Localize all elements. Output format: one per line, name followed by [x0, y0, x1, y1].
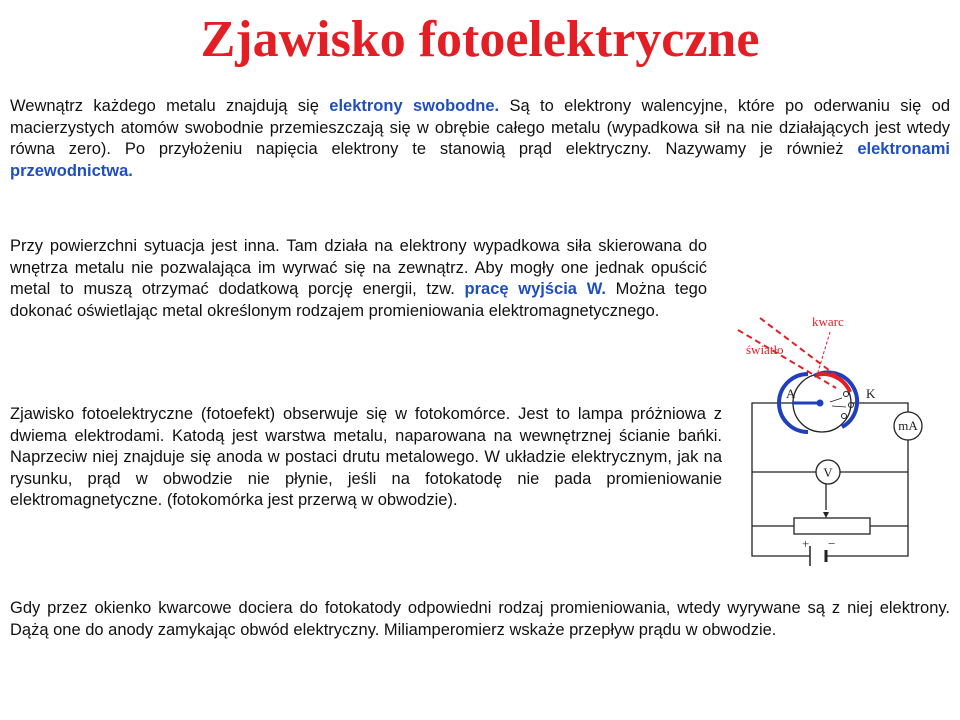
- term-work-function: pracę wyjścia W.: [464, 280, 606, 298]
- electron-path-2: [832, 406, 846, 407]
- potentiometer-wiper: [823, 512, 829, 518]
- label-kwarc: kwarc: [812, 314, 844, 329]
- electron-path-1: [830, 398, 842, 402]
- term-conduction-electrons: elektronami przewodnictwa.: [10, 140, 950, 180]
- label-light: światło: [746, 342, 784, 357]
- label-voltmeter: V: [823, 465, 833, 480]
- label-anode: A: [786, 386, 796, 401]
- page-title: Zjawisko fotoelektryczne: [200, 11, 760, 68]
- electron-1: [844, 392, 849, 397]
- electron-3: [842, 414, 847, 419]
- p1-text-1: Wewnątrz każdego metalu znajdują się: [10, 97, 330, 115]
- p1-text-2: Są to elektrony walencyjne, które po oderwaniu się od macierzystych atomów swobodnie przemieszczają się w obrębie całego metalu (wypadkowa sił na nie działających jest wtedy równa zero). Po przyłożeniu napięcia elektrony te stanowią prąd elektryczny. Nazywamy je również: [10, 97, 951, 158]
- kwarc-pointer: [818, 332, 830, 372]
- p2-text-2: Można tego dokonać oświetlając metal określonym rodzajem promieniowania elektromagnetycznego.: [10, 280, 707, 320]
- term-free-electrons: elektrony swobodne.: [329, 97, 500, 115]
- label-battery-minus: −: [828, 536, 836, 551]
- label-milliammeter: mA: [898, 418, 918, 433]
- p2-text-1: Przy powierzchni sytuacja jest inna. Tam działa na elektrony wypadkowa siła skierowana do wnętrza metalu nie pozwalająca im wyrwać się na zewnątrz. Aby mogły one jednak opuścić metal to muszą otrzymać dodatkową porcję energii, tzw.: [10, 237, 707, 298]
- photocell-circuit-diagram: [730, 310, 930, 575]
- paragraph-photocurrent: Gdy przez okienko kwarcowe dociera do fotokatody odpowiedni rodzaj promieniowania, wtedy wyrywane są z niej elektrony. Dążą one do anody zamykając obwód elektryczny. Miliamperomierz wskaże przepływ prądu w obwodzie.: [10, 599, 950, 639]
- label-battery-plus: +: [802, 536, 810, 551]
- anode-tip: [817, 400, 824, 407]
- paragraph-work-function: [10, 236, 707, 322]
- label-cathode: K: [866, 386, 876, 401]
- paragraph-photocell: Zjawisko fotoelektryczne (fotoefekt) obserwuje się w fotokomórce. Jest to lampa próżniowa z dwiema elektrodami. Katodą jest warstwa metalu, naparowana na wewnętrznej ścianie bańki. Naprzeciw niej znajduje się anoda w postaci drutu metalowego. W układzie elektrycznym, jak na rysunku, prąd w obwodzie nie płynie, jeśli na fotokatodę nie pada promieniowanie elektromagnetyczne. (fotokomórka jest przerwą w obwodzie).: [10, 405, 722, 509]
- potentiometer: [794, 518, 870, 534]
- paragraph-free-electrons: [10, 96, 950, 182]
